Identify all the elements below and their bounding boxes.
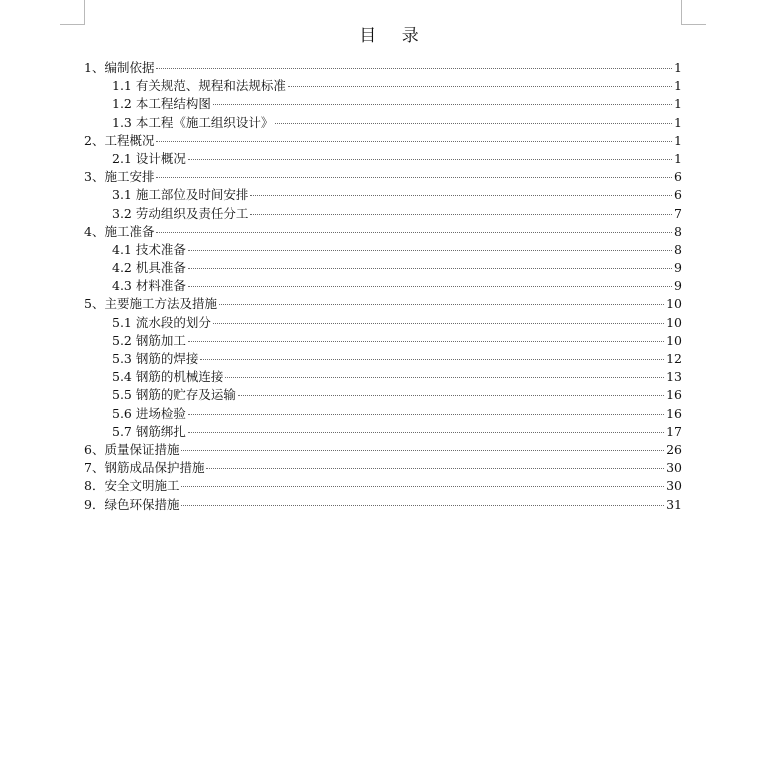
toc-entry-label: 5、主要施工方法及措施: [84, 296, 217, 312]
toc-entry-chapter[interactable]: [84, 132, 682, 150]
toc-entry-page-number: 17: [666, 423, 682, 439]
toc-entry-page-number: 6: [674, 169, 682, 185]
toc-entry-page-number: 9: [674, 278, 682, 294]
toc-entry-section[interactable]: [84, 368, 682, 386]
toc-entry-section[interactable]: [84, 95, 682, 113]
toc-entry-section[interactable]: [84, 314, 682, 332]
dot-leader: [156, 68, 672, 69]
corner-mark-top-left: [84, 0, 85, 25]
toc-entry-chapter[interactable]: [84, 168, 682, 186]
toc-title: 目 录: [359, 26, 429, 46]
toc-entry-page-number: 1: [674, 60, 682, 75]
corner-mark-top-right: [681, 0, 682, 25]
dot-leader: [188, 286, 672, 287]
dot-leader: [188, 414, 664, 415]
toc-entry-chapter[interactable]: [84, 459, 682, 477]
dot-leader: [156, 141, 672, 142]
toc-entry-section[interactable]: [84, 350, 682, 368]
toc-entry-section[interactable]: [84, 386, 682, 404]
dot-leader: [188, 159, 672, 160]
toc-entry-label: 5.1 流水段的划分: [112, 314, 211, 330]
toc-entry-page-number: 10: [666, 296, 682, 312]
toc-entry-chapter[interactable]: [84, 441, 682, 459]
toc-entry-chapter[interactable]: [84, 477, 682, 495]
toc-entry-label: 6、质量保证措施: [84, 441, 180, 457]
toc-entry-chapter[interactable]: [84, 295, 682, 313]
toc-entry-page-number: 26: [666, 441, 682, 457]
toc-entry-label: 4.3 材料准备: [112, 278, 186, 294]
toc-entry-section[interactable]: [84, 332, 682, 350]
toc-entry-page-number: 1: [674, 96, 682, 112]
dot-leader: [200, 359, 664, 360]
toc-entry-chapter[interactable]: [84, 223, 682, 241]
toc-entry-page-number: 10: [666, 332, 682, 348]
dot-leader: [213, 104, 672, 105]
dot-leader: [181, 450, 664, 451]
dot-leader: [275, 123, 672, 124]
toc-entry-page-number: 30: [666, 460, 682, 476]
toc-entry-page-number: 1: [674, 150, 682, 166]
toc-entry-page-number: 7: [674, 205, 682, 221]
toc-entry-section[interactable]: [84, 241, 682, 259]
toc-entry-label: 3.1 施工部位及时间安排: [112, 187, 249, 203]
toc-entry-label: 9．绿色环保措施: [84, 496, 180, 512]
toc-entry-section[interactable]: [84, 114, 682, 132]
toc-entry-page-number: 1: [674, 78, 682, 94]
dot-leader: [156, 177, 672, 178]
dot-leader: [206, 468, 664, 469]
toc-entry-section[interactable]: [84, 150, 682, 168]
toc-entry-label: 8．安全文明施工: [84, 478, 180, 494]
toc-entry-section[interactable]: [84, 277, 682, 295]
toc-entry-label: 1、编制依据: [84, 60, 155, 75]
toc-entry-page-number: 31: [666, 496, 682, 512]
dot-leader: [188, 268, 672, 269]
dot-leader: [219, 304, 664, 305]
toc-entry-label: 1.3 本工程《施工组织设计》: [112, 114, 274, 130]
dot-leader: [156, 232, 672, 233]
toc-entry-section[interactable]: [84, 405, 682, 423]
toc-entry-page-number: 16: [666, 387, 682, 403]
toc-entry-label: 1.2 本工程结构图: [112, 96, 211, 112]
dot-leader: [213, 323, 664, 324]
toc-entry-section[interactable]: [84, 205, 682, 223]
toc-entry-section[interactable]: [84, 186, 682, 204]
toc-entry-chapter[interactable]: [84, 496, 682, 514]
toc-entry-label: 3.2 劳动组织及责任分工: [112, 205, 249, 221]
dot-leader: [188, 250, 672, 251]
toc-entry-section[interactable]: [84, 77, 682, 95]
dot-leader: [250, 214, 672, 215]
toc-entry-page-number: 8: [674, 241, 682, 257]
toc-entry-label: 5.7 钢筋绑扎: [112, 423, 186, 439]
dot-leader: [288, 86, 672, 87]
toc-entry-section[interactable]: [84, 423, 682, 441]
toc-entry-label: 4.1 技术准备: [112, 241, 186, 257]
dot-leader: [188, 341, 664, 342]
toc-entry-page-number: 16: [666, 405, 682, 421]
dot-leader: [225, 377, 664, 378]
toc-entry-label: 4.2 机具准备: [112, 260, 186, 276]
toc-entry-page-number: 1: [674, 132, 682, 148]
toc-entry-label: 2、工程概况: [84, 132, 155, 148]
toc-entry-page-number: 10: [666, 314, 682, 330]
toc-entry-label: 1.1 有关规范、规程和法规标准: [112, 78, 286, 94]
dot-leader: [238, 395, 664, 396]
toc-entry-label: 5.5 钢筋的贮存及运输: [112, 387, 236, 403]
toc-entry-label: 5.4 钢筋的机械连接: [112, 369, 224, 385]
dot-leader: [181, 486, 664, 487]
toc-entry-page-number: 30: [666, 478, 682, 494]
toc-entry-page-number: 9: [674, 260, 682, 276]
toc-entry-label: 7、钢筋成品保护措施: [84, 460, 205, 476]
toc-entry-label: 5.3 钢筋的焊接: [112, 351, 199, 366]
toc-entry-page-number: 8: [674, 223, 682, 239]
toc-entry-label: 5.6 进场检验: [112, 405, 186, 421]
toc-entry-label: 4、施工准备: [84, 223, 155, 239]
toc-entry-page-number: 6: [674, 187, 682, 203]
toc-entry-page-number: 12: [666, 351, 682, 366]
toc-entry-page-number: 13: [666, 369, 682, 385]
dot-leader: [181, 505, 664, 506]
toc-entry-chapter[interactable]: [84, 59, 682, 77]
dot-leader: [188, 432, 664, 433]
toc-entry-label: 2.1 设计概况: [112, 150, 186, 166]
toc-entry-label: 3、施工安排: [84, 169, 155, 185]
toc-entry-label: 5.2 钢筋加工: [112, 332, 186, 348]
toc-entry-section[interactable]: [84, 259, 682, 277]
table-of-contents: [84, 59, 682, 514]
toc-entry-page-number: 1: [674, 114, 682, 130]
dot-leader: [250, 195, 672, 196]
